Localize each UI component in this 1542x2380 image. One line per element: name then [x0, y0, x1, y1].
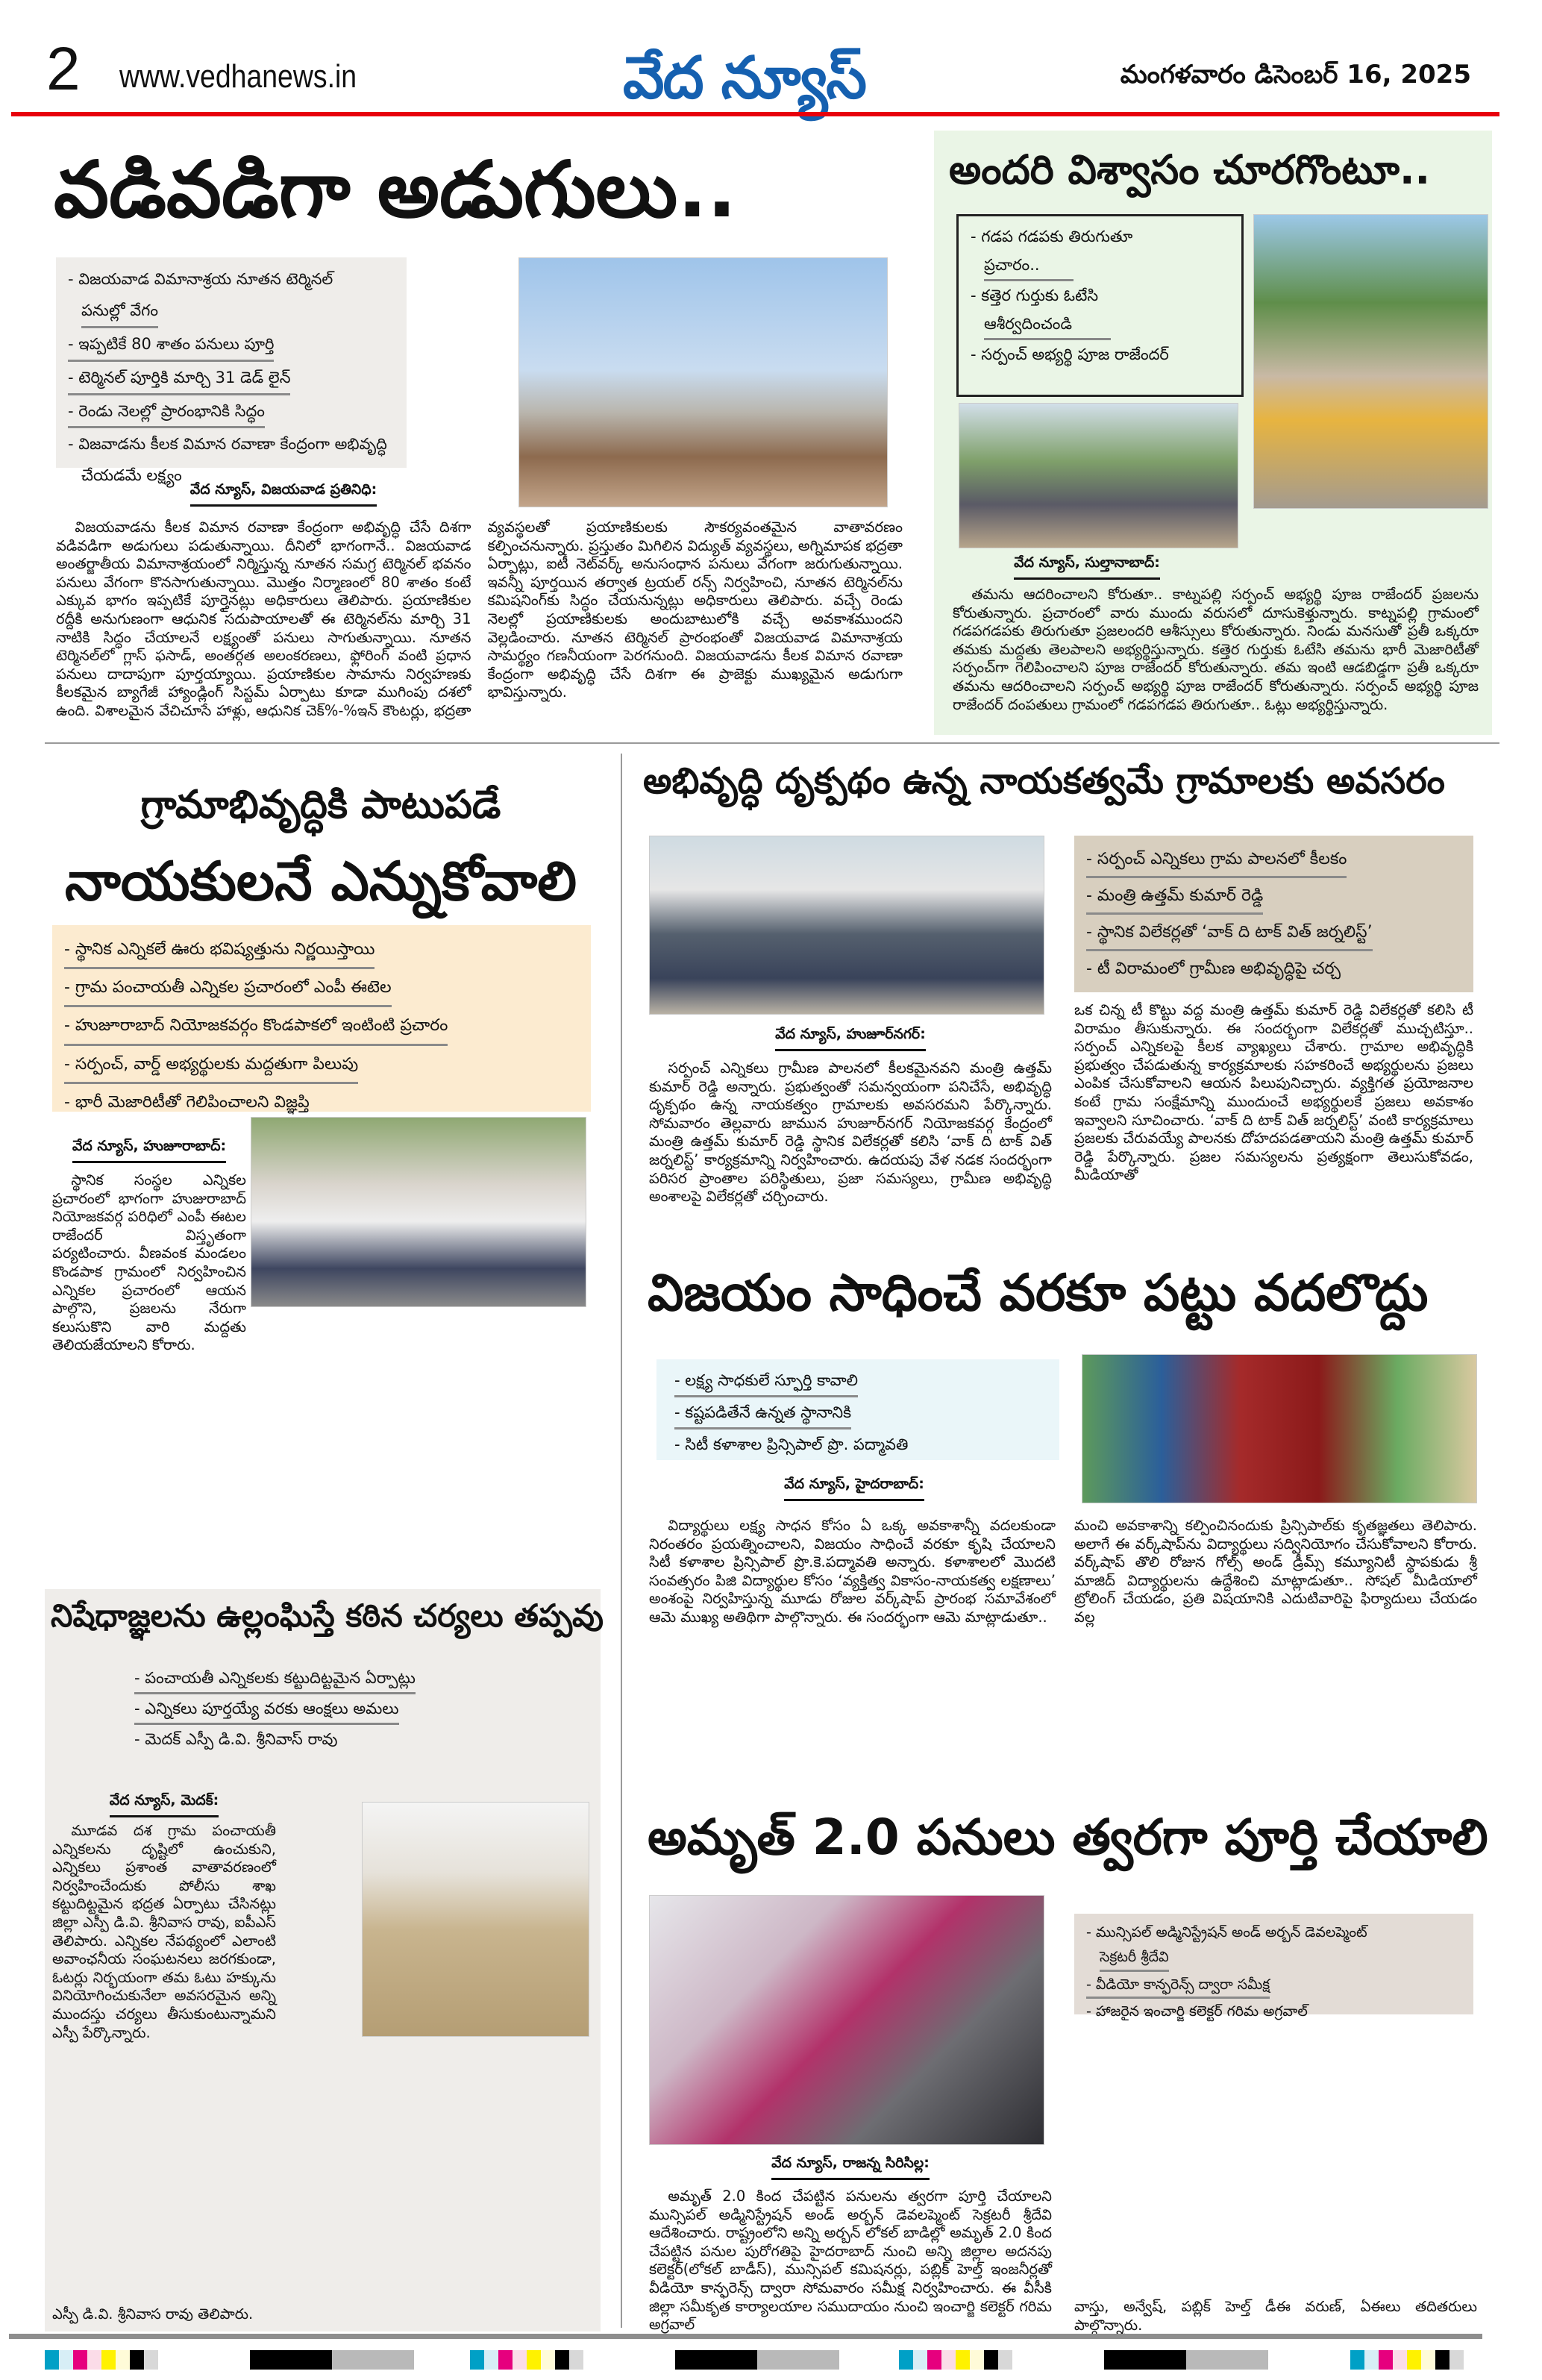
color-swatch	[569, 2350, 583, 2370]
highlights-box	[1074, 836, 1473, 992]
highlight: - సర్పంచ్ ఎన్నికలు గ్రామ పాలనలో కీలకం	[1086, 843, 1347, 878]
color-swatch	[1170, 2350, 1186, 2370]
color-swatch	[484, 2350, 498, 2370]
article-closing: వాస్తు, అన్వేష్, పబ్లిక్ హెల్త్ డీఈ వరుణ్, ఏఈలు తదితరులు పాల్గొన్నారు.	[1074, 2298, 1477, 2334]
color-swatch	[266, 2350, 283, 2370]
color-swatch	[1104, 2350, 1121, 2370]
color-swatch	[1435, 2350, 1449, 2370]
color-swatch	[1407, 2350, 1421, 2370]
highlights-box	[1074, 1914, 1473, 2020]
byline: వేద న్యూస్, విజయవాడ ప్రతినిధి:	[190, 481, 377, 507]
color-swatch	[555, 2350, 569, 2370]
byline: వేద న్యూస్, హుజూరాబాద్:	[72, 1138, 226, 1163]
website-url[interactable]: www.vedhanews.in	[119, 58, 357, 95]
color-bar-group	[45, 2350, 158, 2370]
column-divider	[621, 754, 622, 2328]
color-swatch	[899, 2350, 913, 2370]
campaign-photo-1	[1253, 214, 1488, 509]
color-swatch	[1449, 2350, 1464, 2370]
color-swatch	[130, 2350, 144, 2370]
headline: నిషేధాజ్ఞలను ఉల్లంఘిస్తే కఠిన చర్యలు తప్పవు	[51, 1597, 604, 1634]
campaign-walk-photo	[251, 1117, 586, 1307]
color-swatch	[1252, 2350, 1268, 2370]
highlight: - సిటీ కళాశాల ప్రిన్సిపాల్ ప్రొ. పద్మావతి	[674, 1435, 909, 1453]
article-body-col2: ఒక చిన్న టీ కొట్టు వద్ద మంత్రి ఉత్తమ్ కుమార్ రెడ్డి విలేకర్లతో కలిసి టీ విరామం తీసుకున్నారు. ఈ సందర్భంగా విలేకర్లతో ముచ్చటిస్తూ.. సర్పంచ్ ఎన్నికలపై కీలక వ్యాఖ్యలు చేశారు. గ్రామాల అభివృద్ధికి ప్రభుత్వం చేపడుతున్న కార్యక్రమాలకు సహకరించే అభ్యర్థులను ప్రజలు ఎంపిక చేసుకోవాలని ఆయన పిలుపునిచ్చారు. వ్యక్తిగత ప్రయోజనాల కంటే గ్రామ సంక్షేమాన్ని ముందుంచే అభ్యర్థులకే ప్రజలు అవకాశం ఇవ్వాలని సూచించారు. ‘వాక్ ది టాక్ విత్ జర్నలిస్ట్’ వంటి కార్యక్రమాలు ప్రజలకు చేరువయ్యే పాలనకు దోహదపడతాయని మంత్రి ఉత్తమ్ కుమార్ రెడ్డి పేర్కొన్నారు. ప్రజల సమస్యలను ప్రత్యక్షంగా తెలుసుకోవడం, మీడియాతో	[1074, 1001, 1473, 1184]
color-swatch	[724, 2350, 741, 2370]
color-swatch	[116, 2350, 130, 2370]
color-swatch	[956, 2350, 970, 2370]
highlight: - కత్తెర గుర్తుకు ఓటేసి	[971, 286, 1099, 304]
highlight: - హుజూరాబాద్ నియోజకవర్గం కొండపాకలో ఇంటింటి ప్రచారం	[64, 1009, 448, 1045]
highlight: ఆశీర్వదించండి	[984, 310, 1111, 340]
color-swatch	[913, 2350, 927, 2370]
sp-portrait-photo	[362, 1802, 589, 2037]
byline: వేద న్యూస్, రాజన్న సిరిసిల్ల:	[771, 2155, 930, 2180]
article-body: తమను ఆదరించాలని కోరుతూ.. కాట్నపల్లి సర్పంచ్ అభ్యర్థి పూజ రాజేందర్ ప్రజలను కోరుతున్నారు. ప్రచారంలో వారు ముందు వరుసలో దూసుకెళ్తున్నారు. కాట్నపల్లి గ్రామంలో గడపగడపకు తిరుగుతూ ప్రజలందరి ఆశీస్సులు కోరుతున్నారు. నిండు మనసుతో ప్రతీ ఒక్కరూ తమకు మద్దతు తెలపాలని అభ్యర్థిస్తున్నారు. కత్తెర గుర్తుకు ఓటేసి తమను భారీ మెజారిటీతో సర్పంచ్‌గా గెలిపించాలని పూజ రాజేందర్ కోరుతున్నారు. తమ ఇంటి ఆడబిడ్డగా ప్రతీ ఒక్కరూ తమను ఆదరించాలని సర్పంచ్ అభ్యర్థి పూజ రాజేందర్ కోరుతున్నారు. సర్పంచ్ అభ్యర్థి పూజ రాజేందర్ దంపతులు గ్రామంలో గడపగడప తిరుగుతూ.. ఓట్లు అభ్యర్థిస్తున్నారు.	[953, 586, 1479, 713]
color-swatch	[541, 2350, 555, 2370]
color-swatch	[927, 2350, 941, 2370]
color-swatch	[348, 2350, 365, 2370]
color-swatch	[790, 2350, 806, 2370]
color-swatch	[73, 2350, 87, 2370]
article-sultanabad	[934, 131, 1492, 735]
color-swatch	[1235, 2350, 1252, 2370]
color-swatch	[470, 2350, 484, 2370]
highlight: - సర్పంచ్, వార్డ్ అభ్యర్థులకు మద్దతుగా పిలుపు	[64, 1047, 358, 1084]
highlight: - స్థానిక ఎన్నికలే ఊరు భవిష్యత్తును నిర్ణయిస్తాయి	[64, 933, 374, 969]
byline: వేద న్యూస్, హైదరాబాద్:	[784, 1476, 924, 1501]
highlight: - లక్ష్య సాధకులే స్ఫూర్తి కావాలి	[674, 1367, 858, 1397]
color-swatch	[527, 2350, 541, 2370]
highlight: పనుల్లో వేగం	[81, 296, 158, 328]
byline: వేద న్యూస్, సుల్తానాబాద్:	[1014, 554, 1160, 580]
color-swatch	[250, 2350, 266, 2370]
highlight: - భారీ మెజారిటీతో గెలిపించాలని విజ్ఞప్తి	[64, 1092, 310, 1112]
highlights-box	[52, 925, 591, 1112]
color-swatch	[365, 2350, 381, 2370]
article-body-col2: మంచి అవకాశాన్ని కల్పించినందుకు ప్రిన్సిపాల్‌కు కృతజ్ఞతలు తెలిపారు. అలాగే ఈ వర్క్‌షాప్‌ను విద్యార్థులు సద్వినియోగం చేసుకోవాలని కోరారు. వర్క్‌షాప్ తొలి రోజున గోల్స్ అండ్ డ్రీమ్స్ కమ్యూనిటీ స్థాపకుడు శ్రీ మాజిద్ విద్యార్థులను ఉద్దేశించి మాట్లాడుతూ.. సోషల్ మీడియాలో ట్రోలింగ్ చేయడం, ప్రతి విషయానికి ఎదుటివారిపై ఫిర్యాదులు చేయడం వల్ల	[1074, 1517, 1477, 1626]
color-swatch	[984, 2350, 998, 2370]
color-swatch	[675, 2350, 692, 2370]
newspaper-logo: వేద న్యూస్	[623, 45, 866, 112]
color-swatch	[316, 2350, 332, 2370]
masthead-rule	[11, 112, 1499, 116]
highlight: - గ్రామ పంచాయతీ ఎన్నికల ప్రచారంలో ఎంపీ ఈటెల	[64, 971, 392, 1007]
color-swatch	[998, 2350, 1012, 2370]
highlights-box	[56, 257, 407, 485]
article-body: అమృత్ 2.0 కింద చేపట్టిన పనులను త్వరగా పూర్తి చేయాలని మున్సిపల్ అడ్మినిస్ట్రేషన్ అండ్ అర్బన్ డెవలప్మెంట్ సెక్రటరీ శ్రీదేవి ఆదేశించారు. రాష్ట్రంలోని అన్ని అర్బన్ లోకల్ బాడిల్లో అమృత్ 2.0 కింద చేపట్టిన పనుల పురోగతిపై హైదరాబాద్ నుంచి అన్ని జిల్లాల అదనపు కలెక్టర్(లోకల్ బాడీస్), మున్సిపల్ కమిషనర్లు, పబ్లిక్ హెల్త్ ఇంజనీర్లతో వీడియో కాన్ఫరెన్స్ ద్వారా సోమవారం సమీక్ష నిర్వహించారు. ఈ వీసీకి జిల్లా సమీకృత కార్యాలయాల సముదాయం నుంచి ఇంచార్జి కలెక్టర్ గరిమ అగ్రవాల్	[649, 2188, 1052, 2334]
color-swatch	[1393, 2350, 1407, 2370]
highlight: - స్థానిక విలేకర్లతో ‘వాక్ ది టాక్ విత్ జర్నలిస్ట్’	[1086, 916, 1373, 951]
highlights-box	[656, 1359, 1059, 1460]
color-swatch	[1203, 2350, 1219, 2370]
color-swatch	[1421, 2350, 1435, 2370]
highlight: - మున్సిపల్ అడ్మినిస్ట్రేషన్ అండ్ అర్బన్ డెవలప్మెంట్	[1086, 1924, 1367, 1941]
headline: నాయకులనే ఎన్నుకోవాలి	[65, 850, 577, 912]
color-swatch	[144, 2350, 158, 2370]
issue-date: మంగళవారం డిసెంబర్ 16, 2025	[1120, 60, 1471, 90]
highlights-box	[134, 1664, 522, 1753]
color-swatch	[398, 2350, 414, 2370]
headline: అభివృద్ధి దృక్పథం ఉన్న నాయకత్వమే గ్రామాలకు అవసరం	[643, 760, 1445, 802]
kicker: గ్రామాభివృద్ధికి పాటుపడే	[140, 783, 501, 827]
section-divider	[45, 742, 1499, 744]
article-body-col1: సర్పంచ్ ఎన్నికలు గ్రామీణ పాలనలో కీలకమైనవని మంత్రి ఉత్తమ్ కుమార్ రెడ్డి అన్నారు. ప్రభుత్వంతో సమన్వయంగా పనిచేసే, అభివృద్ధి దృక్పథం ఉన్న నాయకత్వం గ్రామాలకు అవసరమని పేర్కొన్నారు. సోమవారం తెల్లవారు జామున హుజూర్‌నగర్ నియోజకవర్గ కేంద్రంలో మంత్రి ఉత్తమ్ కుమార్ రెడ్డి స్థానిక విలేకర్లతో కలిసి ‘వాక్ ది టాక్ విత్ జర్నలిస్ట్’ కార్యక్రమాన్ని నిర్వహించారు. ఉదయపు వేళ నడక సందర్భంగా పరిసర ప్రాంతాల పరిస్థితులు, ప్రజా సమస్యలు, గ్రామీణ అభివృద్ధి అంశాలపై విలేకర్లతో చర్చించారు.	[649, 1059, 1052, 1206]
color-swatch	[59, 2350, 73, 2370]
color-swatch	[757, 2350, 774, 2370]
color-swatch	[381, 2350, 398, 2370]
color-swatch	[823, 2350, 839, 2370]
color-swatch	[970, 2350, 984, 2370]
color-bar-group	[675, 2350, 839, 2370]
highlight: - ఎన్నికలు పూర్తయ్యే వరకు ఆంక్షలు అమలు	[134, 1694, 399, 1725]
color-swatch	[941, 2350, 956, 2370]
highlight: - సర్పంచ్ అభ్యర్థి పూజ రాజేందర్	[971, 345, 1169, 363]
headline: అమృత్ 2.0 పనులు త్వరగా పూర్తి చేయాలి	[648, 1809, 1488, 1866]
highlight: - కష్టపడితేనే ఉన్నత స్థానానికి	[674, 1399, 851, 1429]
article-closing: ఎస్పీ డి.వి. శ్రీనివాస రావు తెలిపారు.	[52, 2305, 254, 2323]
color-swatch	[87, 2350, 101, 2370]
highlight: సెక్రటరీ శ్రీదేవి	[1100, 1946, 1169, 1971]
color-swatch	[692, 2350, 708, 2370]
color-swatch	[1186, 2350, 1203, 2370]
highlight: - ఇప్పటికే 80 శాతం పనులు పూర్తి	[68, 330, 274, 362]
headline: అందరి విశ్వాసం చూరగొంటూ..	[949, 146, 1430, 193]
highlight: - మెదక్ ఎస్పీ డి.వి. శ్రీనివాస్ రావు	[134, 1730, 338, 1748]
color-swatch	[1379, 2350, 1393, 2370]
highlights-box	[956, 214, 1244, 397]
campaign-photo-2	[959, 403, 1238, 548]
page-number: 2	[46, 35, 81, 103]
color-swatch	[1364, 2350, 1379, 2370]
color-bar-group	[899, 2350, 1012, 2370]
color-bar-group	[1350, 2350, 1464, 2370]
article-medak	[45, 1589, 604, 2332]
color-swatch	[498, 2350, 513, 2370]
color-swatch	[1350, 2350, 1364, 2370]
color-swatch	[1137, 2350, 1153, 2370]
color-swatch	[332, 2350, 348, 2370]
highlight: - టెర్మినల్ పూర్తికి మార్చి 31 డెడ్ లైన్	[68, 363, 290, 395]
color-bar-group	[470, 2350, 583, 2370]
color-bar-group	[1104, 2350, 1268, 2370]
highlight: - టీ విరామంలో గ్రామీణ అభివృద్ధిపై చర్చ	[1086, 959, 1341, 978]
color-swatch	[708, 2350, 724, 2370]
headline: విజయం సాధించే వరకూ పట్టు వదలొద్దు	[648, 1264, 1429, 1323]
byline: వేద న్యూస్, మెదక్:	[110, 1792, 219, 1817]
headline: వడివడిగా అడుగులు..	[54, 144, 737, 235]
color-swatch	[774, 2350, 790, 2370]
footer-rule	[9, 2334, 1482, 2339]
byline: వేద న్యూస్, హుజూర్‌నగర్:	[775, 1026, 926, 1051]
highlight: - విజయవాడ విమానాశ్రయ నూతన టెర్మినల్	[68, 270, 333, 288]
airport-terminal-photo	[518, 257, 888, 507]
highlight: ప్రచారం..	[984, 251, 1074, 281]
highlight: - గడప గడపకు తిరుగుతూ	[971, 228, 1133, 245]
color-swatch	[1153, 2350, 1170, 2370]
color-swatch	[741, 2350, 757, 2370]
workshop-photo	[1082, 1354, 1477, 1503]
color-swatch	[101, 2350, 116, 2370]
highlight: చేయడమే లక్ష్యం	[81, 466, 182, 485]
video-conference-photo	[649, 1895, 1044, 2145]
walk-the-talk-photo	[649, 836, 1044, 1015]
article-body: స్థానిక సంస్థల ఎన్నికల ప్రచారంలో భాగంగా హుజురాబాద్ నియోజకవర్గ పరిధిలో ఎంపీ ఈటల రాజేందర్ విస్తృతంగా పర్యటించారు. వీణవంక మండలం కొండపాక గ్రామంలో నిర్వహించిన ఎన్నికల ప్రచారంలో ఆయన పాల్గొని, ప్రజలను నేరుగా కలుసుకొని వారి మద్దతు తెలియజేయాలని కోరారు.	[52, 1171, 246, 1354]
highlight: - మంత్రి ఉత్తమ్ కుమార్ రెడ్డి	[1086, 880, 1263, 915]
color-swatch	[806, 2350, 823, 2370]
article-body: విజయవాడను కీలక విమాన రవాణా కేంద్రంగా అభివృద్ధి చేసే దిశగా వడివడిగా అడుగులు పడుతున్నాయి. దీనిలో భాగంగానే.. విజయవాడ అంతర్జాతీయ విమానాశ్రయంలో నిర్మిస్తున్న నూతన సమగ్ర టెర్మినల్ భవనం పనులు వేగంగా కొనసాగుతున్నాయి. మొత్తం నిర్మాణంలో 80 శాతం కంటే ఎక్కువ భాగం ఇప్పటికే పూర్తైనట్లు అధికారులు తెలిపారు. ప్రయాణికుల రద్దీకి అనుగుణంగా ఆధునిక సదుపాయాలతో ఈ టెర్మినల్‌ను మార్చి 31 నాటికి సిద్ధం చేయాలనే లక్ష్యంతో పనులు సాగుతున్నాయి. నూతన టెర్మినల్‌లో గ్లాస్ ఫసాడ్, అంతర్గత అలంకరణలు, ఫ్లోరింగ్ వంటి ప్రధాన పనులు దాదాపుగా పూర్తయ్యాయి. ప్రయాణికుల సామాను నిర్వహణకు కీలకమైన బ్యాగేజీ హ్యాండ్లింగ్ సిస్టమ్ ఏర్పాటు కూడా ముగింపు దశలో ఉంది. విశాలమైన వేచిచూసే హాళ్లు, ఆధునిక చెక్%-%ఇన్ కౌంటర్లు, భద్రతా వ్యవస్థలతో ప్రయాణికులకు సౌకర్యవంతమైన వాతావరణం కల్పించనున్నారు. ప్రస్తుతం మిగిలిన విద్యుత్ వ్యవస్థలు, అగ్నిమాపక భద్రతా ఏర్పాట్లు, ఐటీ నెట్‌వర్క్ అనుసంధాన పనులు వేగంగా జరుగుతున్నాయి. ఇవన్నీ పూర్తయిన తర్వాత ట్రయల్ రన్స్ నిర్వహించి, నూతన టెర్మినల్‌ను కమిషనింగ్‌కు సిద్ధం చేయనున్నట్లు అధికారులు తెలిపారు. వచ్చే రెండు నెలల్లో ప్రయాణికులకు అందుబాటులోకి వచ్చే అవకాశముందని వెల్లడించారు. నూతన టెర్మినల్ ప్రారంభంతో విజయవాడ విమానాశ్రయ సామర్థ్యం గణనీయంగా పెరగనుంది. విజయవాడను కీలక విమాన రవాణా కేంద్రంగా అభివృద్ధి చేసే దిశగా ఈ ప్రాజెక్టు ముఖ్యమైన అడుగుగా భావిస్తున్నారు.	[56, 519, 903, 719]
article-body: మూడవ దశ గ్రామ పంచాయతీ ఎన్నికలను దృష్టిలో ఉంచుకుని, ఎన్నికలు ప్రశాంత వాతావరణంలో నిర్వహించేందుకు పోలీసు శాఖ కట్టుదిట్టమైన భద్రత ఏర్పాటు చేసినట్లు జిల్లా ఎస్పీ డి.వి. శ్రీనివాస రావు, ఐపీఎస్ తెలిపారు. ఎన్నికల నేపథ్యంలో ఎలాంటి అవాంఛనీయ సంఘటనలు జరగకుండా, ఓటర్లు నిర్భయంగా తమ ఓటు హక్కును వినియోగించుకునేలా అవసరమైన అన్ని ముందస్తు చర్యలు తీసుకుంటున్నామని ఎస్పీ పేర్కొన్నారు.	[52, 1822, 276, 2041]
color-swatch	[299, 2350, 316, 2370]
highlight: - పంచాయతీ ఎన్నికలకు కట్టుదిట్టమైన ఏర్పాట్లు	[134, 1664, 416, 1694]
color-swatch	[283, 2350, 299, 2370]
highlight: - వీడియో కాన్ఫరెన్స్ ద్వారా సమీక్ష	[1086, 1973, 1270, 1999]
highlight: - విజవాడను కీలక విమాన రవాణా కేంద్రంగా అభివృద్ధి	[68, 435, 387, 454]
color-swatch	[45, 2350, 59, 2370]
highlight: - రెండు నెలల్లో ప్రారంభానికి సిద్ధం	[68, 397, 265, 429]
color-bar-group	[250, 2350, 414, 2370]
color-swatch	[1219, 2350, 1235, 2370]
highlight: - హాజరైన ఇంచార్జి కలెక్టర్ గరిమ అగ్రవాల్	[1086, 2003, 1308, 2020]
article-body-col1: విద్యార్థులు లక్ష్య సాధన కోసం ఏ ఒక్క అవకాశాన్నీ వదలకుండా నిరంతరం ప్రయత్నించాలని, విజయం సాధించే వరకూ కృషి చేయాలని సిటీ కళాశాల ప్రిన్సిపాల్ ప్రొ.కె.పద్మావతి అన్నారు. కళాశాలలో మొదటి సంవత్సరం పిజి విద్యార్థుల కోసం ‘వ్యక్తిత్వ వికాసం-నాయకత్వ లక్షణాలు’ అంశంపై నిర్వహిస్తున్న మూడు రోజుల వర్క్‌షాప్ ప్రారంభ సమావేశంలో ఆమె ముఖ్య అతిథిగా పాల్గొన్నారు. ఈ సందర్భంగా ఆమె మాట్లాడుతూ..	[649, 1517, 1056, 1626]
color-swatch	[1121, 2350, 1137, 2370]
color-swatch	[513, 2350, 527, 2370]
